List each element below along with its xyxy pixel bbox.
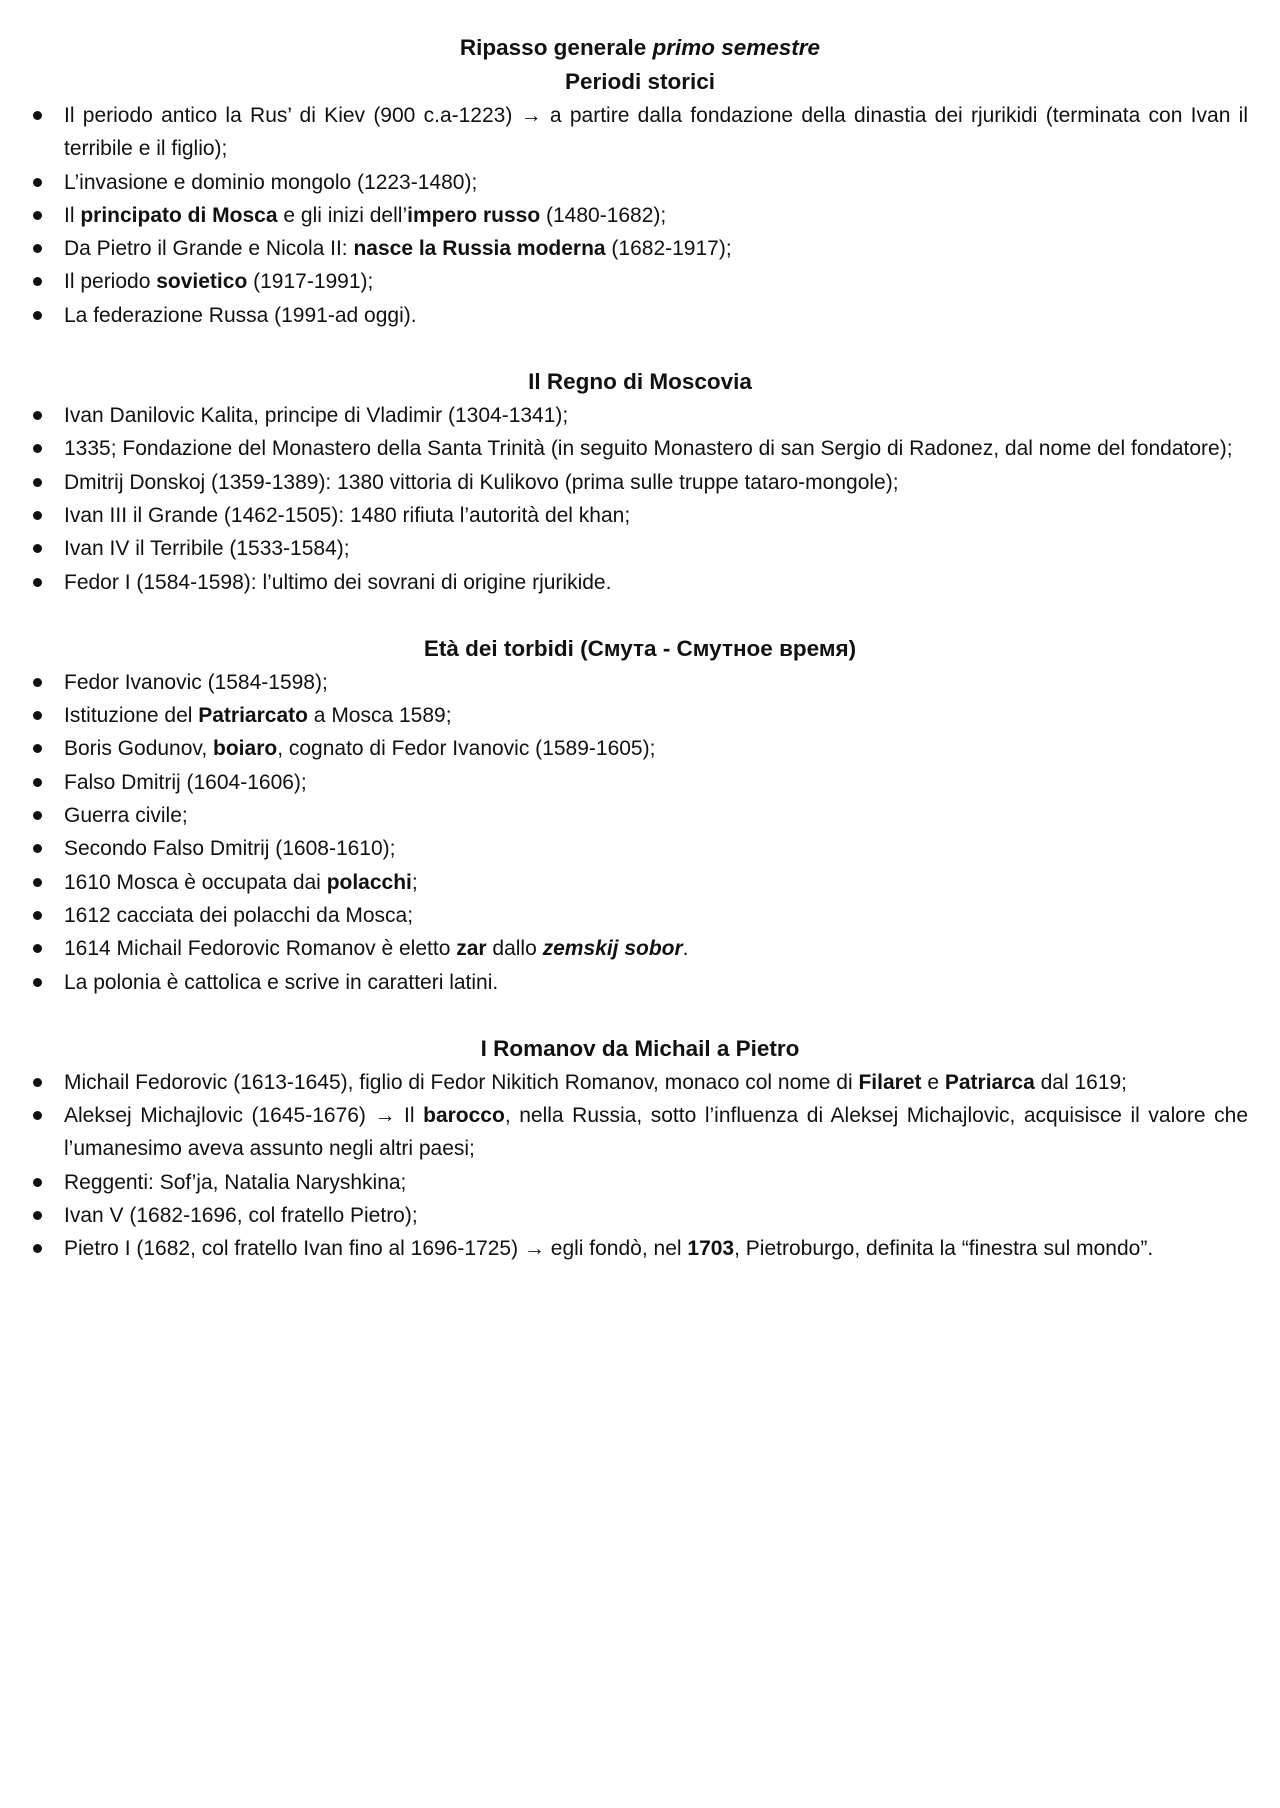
list-item: Pietro I (1682, col fratello Ivan fino al 1696-1725) → egli fondò, nel 1703, Pietroburgo, definita la “finestra sul mondo”. xyxy=(64,1232,1248,1265)
document-title xyxy=(0,31,1280,65)
title-main: Ripasso generale xyxy=(459,35,653,60)
list-item: Ivan III il Grande (1462-1505): 1480 rifiuta l’autorità del khan; xyxy=(64,499,1248,532)
list-item: Fedor I (1584-1598): l’ultimo dei sovrani di origine rjurikide. xyxy=(64,566,1248,599)
list-item: Fedor Ivanovic (1584-1598); xyxy=(64,666,1248,699)
list-item: Ivan Danilovic Kalita, principe di Vladimir (1304-1341); xyxy=(64,399,1248,432)
list-item: Ivan V (1682-1696, col fratello Pietro); xyxy=(64,1199,1248,1232)
list-item: L’invasione e dominio mongolo (1223-1480); xyxy=(64,166,1248,199)
list-item: Falso Dmitrij (1604-1606); xyxy=(64,766,1248,799)
section-heading-romanov: I Romanov da Michail a Pietro xyxy=(480,1035,800,1061)
list-item: 1335; Fondazione del Monastero della Santa Trinità (in seguito Monastero di san Sergio di Radonez, dal nome del fondatore); xyxy=(64,432,1248,465)
section-heading-periodi-storici: Periodi storici xyxy=(564,69,716,94)
torbidi-list xyxy=(0,666,1248,999)
title-italic: primo semestre xyxy=(652,35,821,60)
list-item: Reggenti: Sof’ja, Natalia Naryshkina; xyxy=(64,1166,1248,1199)
torbidi-heading-text: Età dei torbidi xyxy=(423,635,574,661)
list-item: Il periodo sovietico (1917-1991); xyxy=(64,265,1248,298)
list-item: Il principato di Mosca e gli inizi dell’impero russo (1480-1682); xyxy=(64,199,1248,232)
list-item: Dmitrij Donskoj (1359-1389): 1380 vittoria di Kulikovo (prima sulle truppe tataro-mongole); xyxy=(64,466,1248,499)
list-item: 1614 Michail Fedorovic Romanov è eletto zar dallo zemskij sobor. xyxy=(64,932,1248,965)
list-item: 1610 Mosca è occupata dai polacchi; xyxy=(64,866,1248,899)
list-item: Boris Godunov, boiaro, cognato di Fedor Ivanovic (1589-1605); xyxy=(64,732,1248,765)
section-heading-torbidi xyxy=(0,632,1280,666)
list-item: Istituzione del Patriarcato a Mosca 1589; xyxy=(64,699,1248,732)
list-item: Guerra civile; xyxy=(64,799,1248,832)
romanov-list xyxy=(0,1066,1248,1266)
list-item: Da Pietro il Grande e Nicola II: nasce la Russia moderna (1682-1917); xyxy=(64,232,1248,265)
list-item: Michail Fedorovic (1613-1645), figlio di Fedor Nikitich Romanov, monaco col nome di Filaret e Patriarca dal 1619; xyxy=(64,1066,1248,1099)
periodi-list xyxy=(0,99,1248,332)
section-heading-moscovia: Il Regno di Moscovia xyxy=(528,369,752,395)
list-item: La federazione Russa (1991-ad oggi). xyxy=(64,299,1248,332)
torbidi-heading-russian: (Смута - Смутное время) xyxy=(580,635,857,661)
list-item: Secondo Falso Dmitrij (1608-1610); xyxy=(64,832,1248,865)
list-item: 1612 cacciata dei polacchi da Mosca; xyxy=(64,899,1248,932)
list-item: Ivan IV il Terribile (1533-1584); xyxy=(64,532,1248,565)
list-item: La polonia è cattolica e scrive in caratteri latini. xyxy=(64,966,1248,999)
moscovia-list xyxy=(0,399,1248,599)
list-item: Aleksej Michajlovic (1645-1676) → Il barocco, nella Russia, sotto l’influenza di Aleksej Michajlovic, acquisisce il valore che l’umanesimo aveva assunto negli altri paesi; xyxy=(64,1099,1248,1166)
list-item: Il periodo antico la Rus’ di Kiev (900 c.a-1223) → a partire dalla fondazione della dinastia dei rjurikidi (terminata con Ivan il terribile e il figlio); xyxy=(64,99,1248,166)
